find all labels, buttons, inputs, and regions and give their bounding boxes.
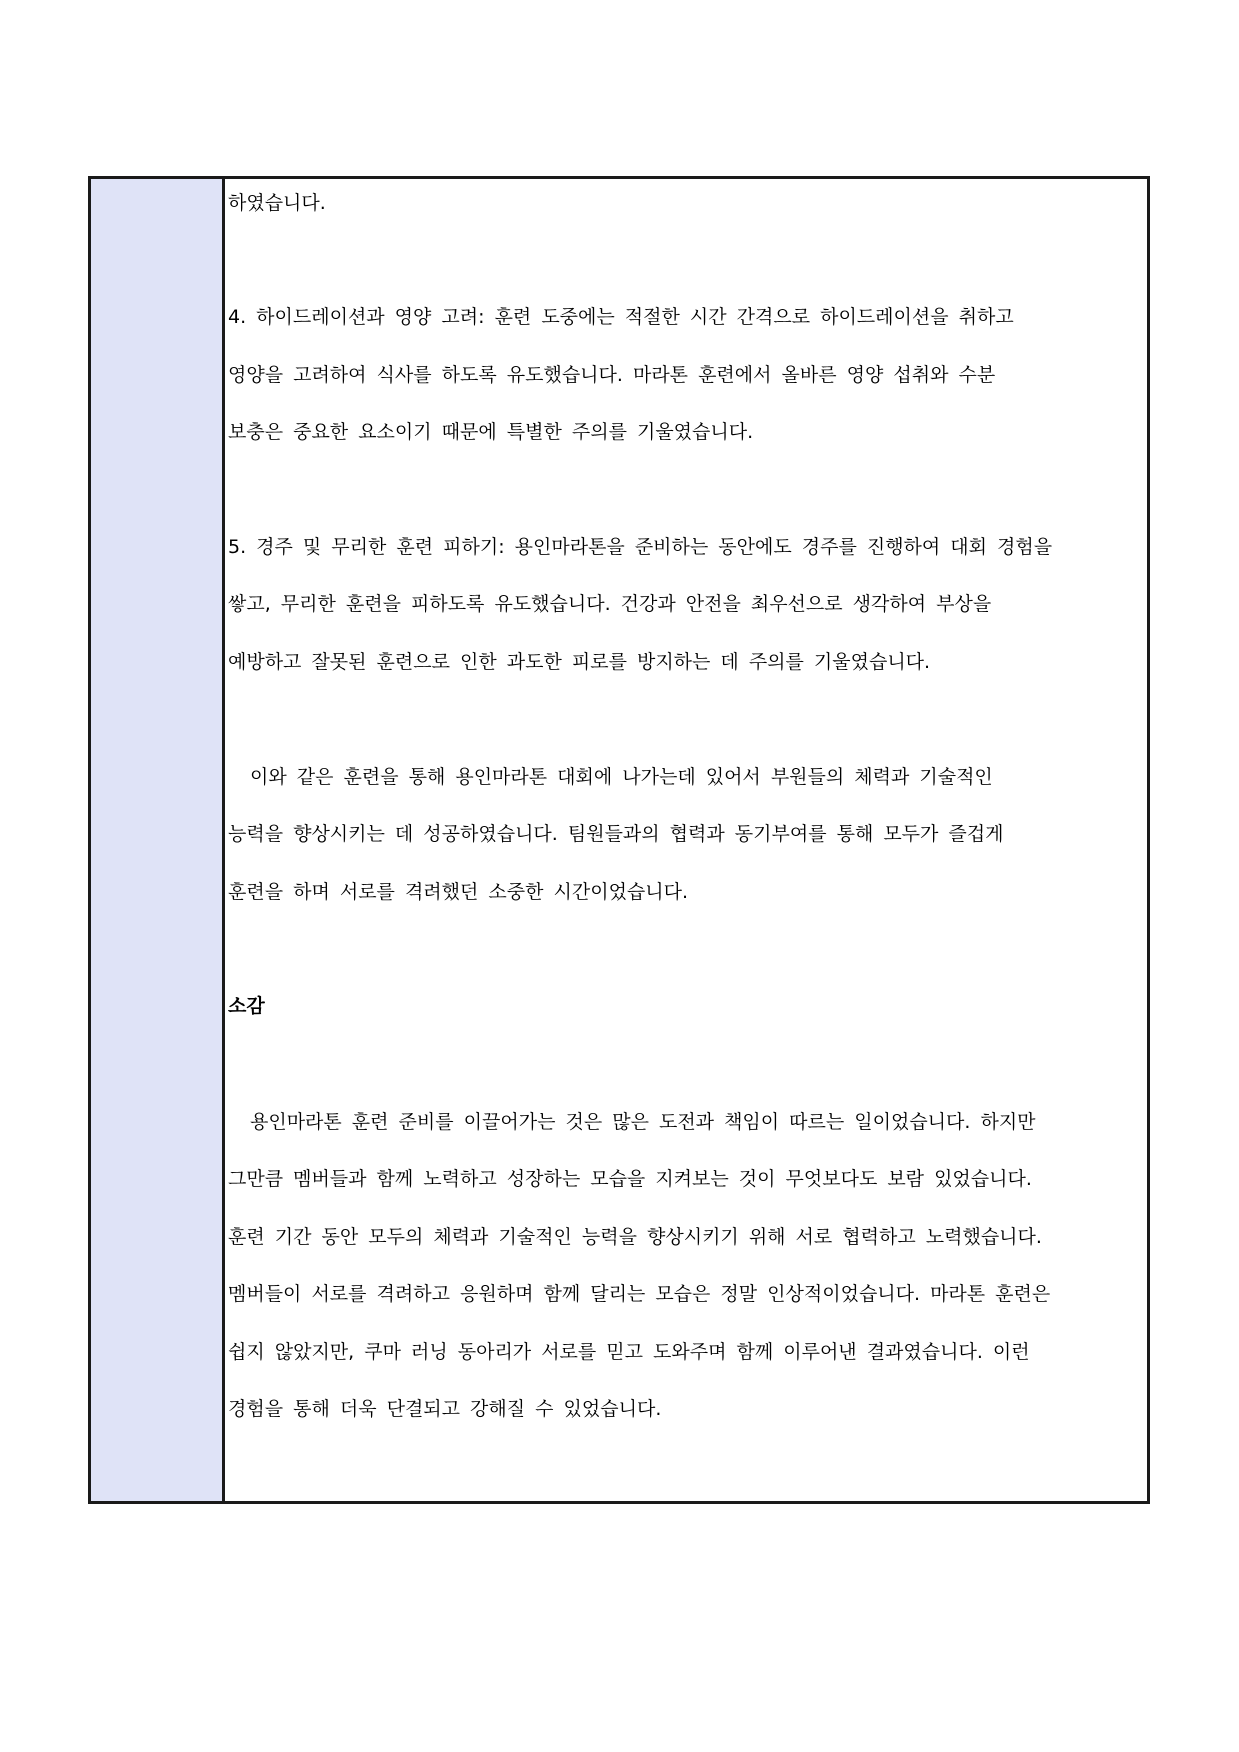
paragraph-line: 용인마라톤 훈련 준비를 이끌어가는 것은 많은 도전과 책임이 따르는 일이었습니다. 하지만 [250,1111,1036,1133]
table-label-cell [91,179,225,1501]
paragraph-line: 예방하고 잘못된 훈련으로 인한 과도한 피로를 방지하는 데 주의를 기울였습니다. [228,651,931,673]
paragraph-line: 4. 하이드레이션과 영양 고려: 훈련 도중에는 적절한 시간 간격으로 하이드레이션을 취하고 [228,306,1014,328]
paragraph-line: 그만큼 멤버들과 함께 노력하고 성장하는 모습을 지켜보는 것이 무엇보다도 보람 있었습니다. [228,1168,1032,1190]
paragraph-line: 이와 같은 훈련을 통해 용인마라톤 대회에 나가는데 있어서 부원들의 체력과 기술적인 [250,766,993,788]
paragraph-line: 5. 경주 및 무리한 훈련 피하기: 용인마라톤을 준비하는 동안에도 경주를 진행하여 대회 경험을 [228,536,1053,558]
table-content-cell [225,179,1147,1501]
paragraph-line: 영양을 고려하여 식사를 하도록 유도했습니다. 마라톤 훈련에서 올바른 영양 섭취와 수분 [228,364,996,386]
section-heading: 소감 [228,995,265,1017]
paragraph-line: 능력을 향상시키는 데 성공하였습니다. 팀원들과의 협력과 동기부여를 통해 모두가 즐겁게 [228,823,1004,845]
paragraph-line: 쉽지 않았지만, 쿠마 러닝 동아리가 서로를 믿고 도와주며 함께 이루어낸 결과였습니다. 이런 [228,1341,1030,1363]
paragraph-line: 하였습니다. [228,192,326,214]
paragraph-line: 훈련을 하며 서로를 격려했던 소중한 시간이었습니다. [228,881,689,903]
paragraph-line: 멤버들이 서로를 격려하고 응원하며 함께 달리는 모습은 정말 인상적이었습니다. 마라톤 훈련은 [228,1283,1051,1305]
paragraph-line: 경험을 통해 더욱 단결되고 강해질 수 있었습니다. [228,1398,662,1420]
paragraph-line: 훈련 기간 동안 모두의 체력과 기술적인 능력을 향상시키기 위해 서로 협력하고 노력했습니다. [228,1226,1042,1248]
paragraph-line: 보충은 중요한 요소이기 때문에 특별한 주의를 기울였습니다. [228,421,754,443]
report-table [88,176,1150,1504]
paragraph-line: 쌓고, 무리한 훈련을 피하도록 유도했습니다. 건강과 안전을 최우선으로 생각하여 부상을 [228,593,992,615]
